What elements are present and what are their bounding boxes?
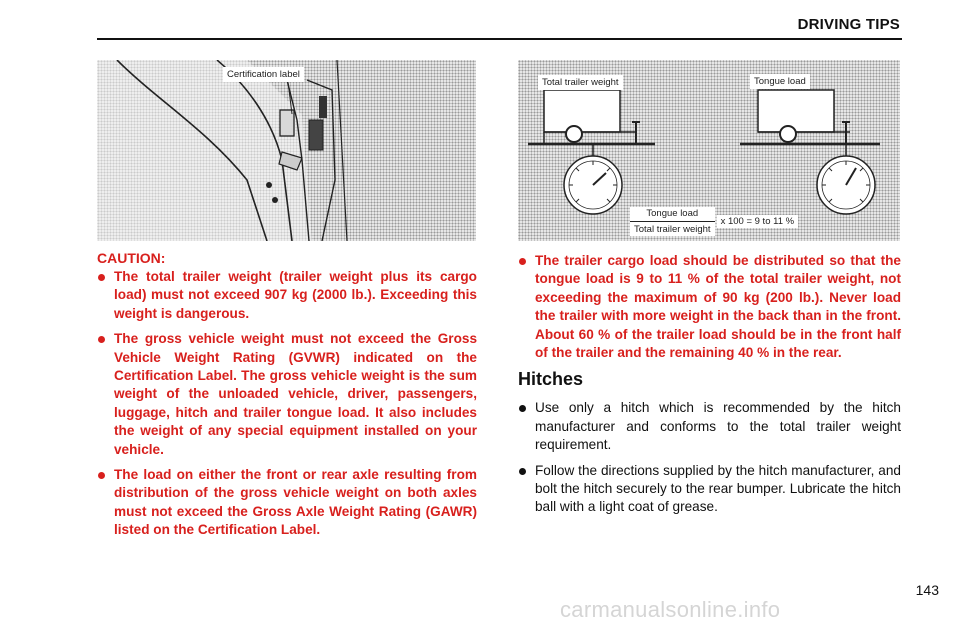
caution-heading: CAUTION:	[97, 250, 166, 266]
total-trailer-weight-callout: Total trailer weight	[538, 75, 623, 90]
caution-block	[97, 250, 477, 547]
bullet-icon	[98, 472, 105, 479]
tongue-load-callout: Tongue load	[750, 74, 810, 89]
right-column	[518, 252, 901, 524]
certification-label-callout: Certification label	[223, 67, 304, 82]
formula-result: x 100 = 9 to 11 %	[717, 215, 799, 228]
load-distribution-warning	[518, 252, 901, 362]
hitches-heading: Hitches	[518, 369, 584, 390]
tongue-load-illustration	[518, 60, 900, 241]
caution-item-text: The total trailer weight (trailer weight plus its cargo load) must not exceed 907 kg (2000 lb.). Exceeding this weight is dangerous.	[114, 269, 477, 321]
header-rule	[97, 38, 902, 40]
bullet-icon	[98, 336, 105, 343]
hitch-item-text: Use only a hitch which is recommended by the hitch manufacturer and conforms to the total trailer weight requirement.	[535, 400, 901, 453]
page-header-title: DRIVING TIPS	[797, 16, 900, 33]
bullet-icon	[519, 258, 526, 265]
caution-item	[97, 268, 477, 323]
caution-item-text: The gross vehicle weight must not exceed the Gross Vehicle Weight Rating (GVWR) indicated on the Certification Label. The gross vehicle weight is the sum weight of the unloaded vehicle, driver, passengers, luggage, hitch and trailer tongue load. It also includes the weight of any special equipment installed on your vehicle.	[114, 331, 477, 457]
caution-item	[97, 330, 477, 459]
load-warning-text: The trailer cargo load should be distributed so that the tongue load is 9 to 11 % of the total trailer weight, not exceeding the maximum of 90 kg (200 lb.). Never load the trailer with more weight in the back than in the front. About 60 % of the trailer load should be in the front half of the trailer and the remaining 40 % in the rear.	[535, 253, 901, 361]
page-number: 143	[915, 582, 939, 598]
door-jamb-drawing	[97, 60, 476, 241]
caution-item-text: The load on either the front or rear axle resulting from distribution of the gross vehicle weight on both axles must not exceed the Gross Axle Weight Rating (GAWR) listed on the Certification Label.	[114, 467, 477, 538]
formula-denominator: Total trailer weight	[630, 221, 715, 236]
hitch-item	[518, 462, 901, 517]
bullet-icon	[98, 274, 105, 281]
caution-item	[97, 466, 477, 540]
caution-list	[97, 268, 477, 540]
bullet-icon	[519, 405, 526, 412]
hitches-list	[518, 399, 901, 516]
bullet-icon	[519, 468, 526, 475]
hitch-item-text: Follow the directions supplied by the hitch manufacturer, and bolt the hitch securely to the rear bumper. Lubricate the hitch ball with a light coat of grease.	[535, 462, 901, 515]
site-watermark: carmanualsonline.info	[560, 597, 781, 622]
tongue-load-formula	[630, 207, 798, 236]
formula-fraction	[630, 207, 715, 236]
certification-label-illustration	[97, 60, 476, 241]
load-warning-list	[518, 252, 901, 362]
formula-numerator: Tongue load	[646, 208, 699, 219]
hitch-item	[518, 399, 901, 454]
